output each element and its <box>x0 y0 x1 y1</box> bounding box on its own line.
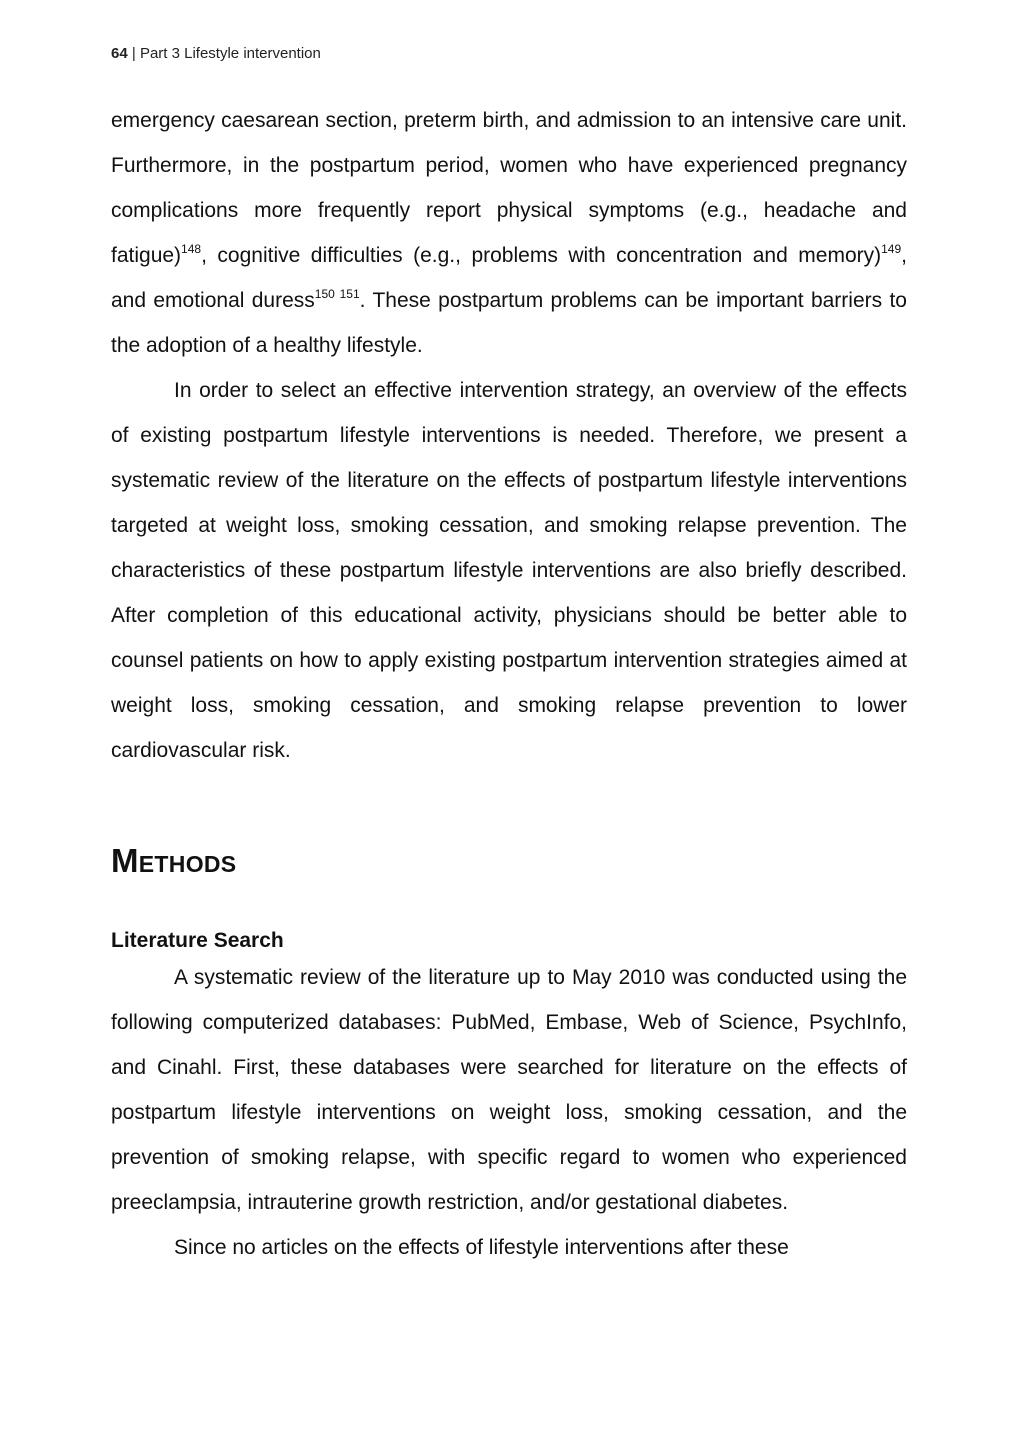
text-segment: emergency caesarean section, preterm birth, and admission to an intensive care unit. Furthermore, in the postpartum period, women who have experienced pregnancy complications more frequently report physical symptoms (e.g., headache and fatigue) <box>111 109 907 267</box>
main-content <box>111 98 907 1270</box>
citation-ref: 149 <box>881 242 902 256</box>
page-number: 64 <box>111 45 128 62</box>
citation-ref: 148 <box>181 242 202 256</box>
citation-ref: 150 151 <box>314 287 360 301</box>
section-heading-methods: Methods <box>111 842 237 879</box>
paragraph-literature-search: A systematic review of the literature up to May 2010 was conducted using the following computerized databases: PubMed, Embase, Web of Science, PsychInfo, and Cinahl. First, these databases were searched for literature on the effects of postpartum lifestyle interventions on weight loss, smoking cessation, and the prevention of smoking relapse, with specific regard to women who experienced preeclampsia, intrauterine growth restriction, and/or gestational diabetes. <box>111 966 907 1214</box>
subsection-heading-literature-search: Literature Search <box>111 929 284 952</box>
paragraph-intro-continued <box>111 98 907 368</box>
header-separator: | <box>131 45 136 62</box>
running-title: Part 3 Lifestyle intervention <box>139 45 321 62</box>
text-segment: , and emotional duress <box>111 244 907 312</box>
text-segment: , cognitive difficulties (e.g., problems with concentration and memory) <box>201 244 882 267</box>
paragraph-intro-aims: In order to select an effective intervention strategy, an overview of the effects of existing postpartum lifestyle interventions is needed. Therefore, we present a systematic review of the literature on the effects of postpartum lifestyle interventions targeted at weight loss, smoking cessation, and smoking relapse prevention. The characteristics of these postpartum lifestyle interventions are also briefly described. After completion of this educational activity, physicians should be better able to counsel patients on how to apply existing postpartum intervention strategies aimed at weight loss, smoking cessation, and smoking relapse prevention to lower cardiovascular risk. <box>111 379 907 762</box>
text-segment: . These postpartum problems can be important barriers to the adoption of a healthy lifestyle. <box>111 289 907 357</box>
running-header <box>111 44 321 64</box>
paragraph-truncated: Since no articles on the effects of lifestyle interventions after these <box>174 1236 789 1259</box>
